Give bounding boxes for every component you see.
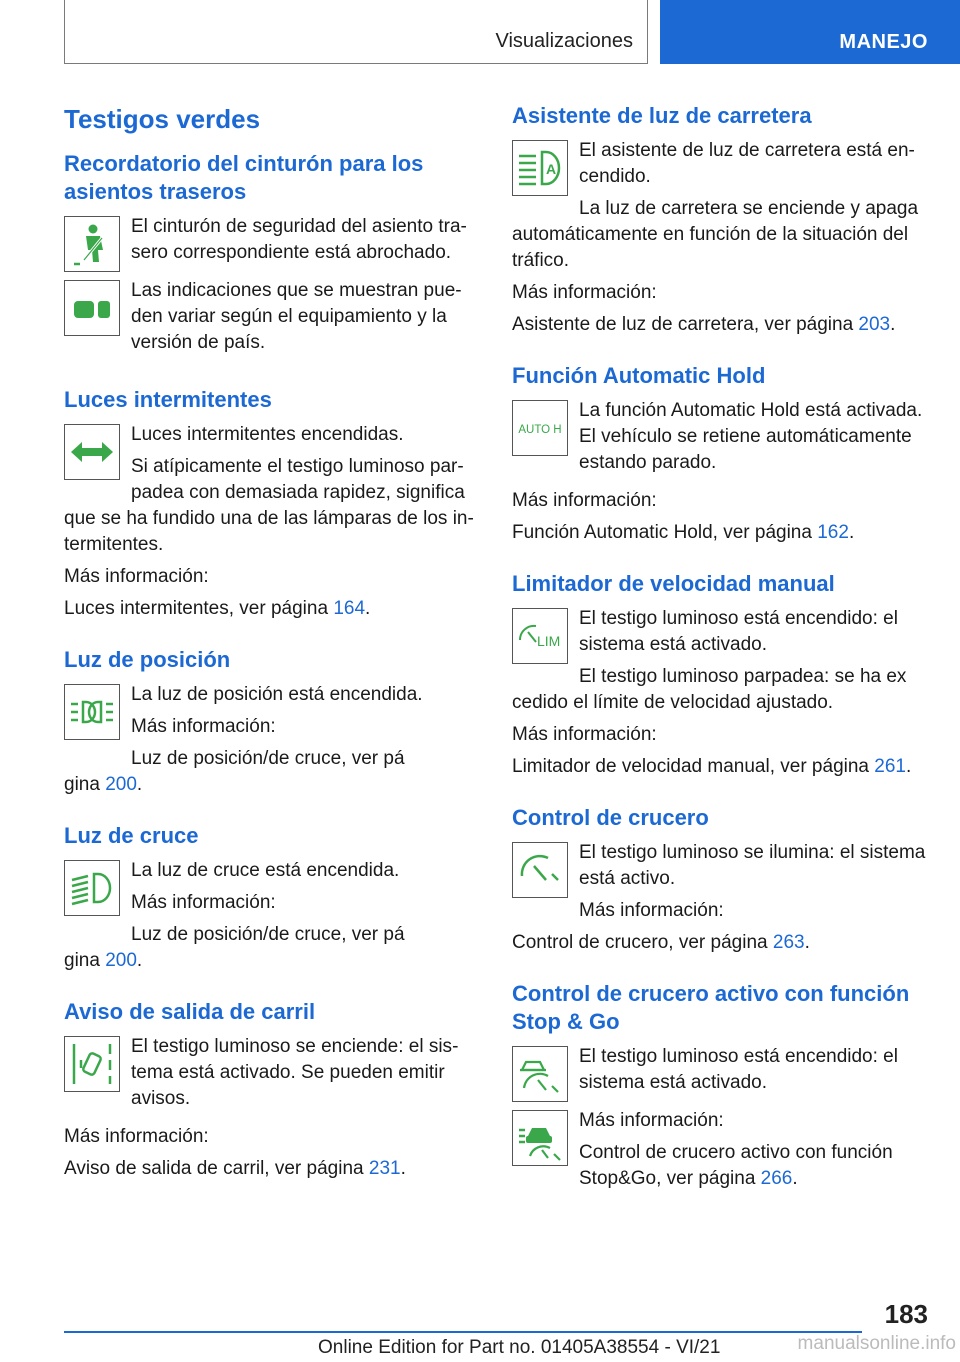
section-cruise-control bbox=[512, 804, 930, 956]
indicator-row bbox=[512, 606, 930, 690]
paragraph: El testigo luminoso se ilumina: el sistema está activo. bbox=[579, 842, 926, 889]
paragraph: El testigo luminoso está encendido: el sistema está activado. bbox=[579, 1046, 898, 1093]
paragraph: El testigo luminoso está encendido: el sistema está activado. bbox=[579, 608, 898, 655]
section-heading: Limitador de velocidad manual bbox=[512, 571, 835, 596]
more-info-label: Más información: bbox=[64, 1126, 209, 1147]
section-heading: Luz de cruce bbox=[64, 823, 199, 848]
page-reference: Aviso de salida de carril, ver página 231. bbox=[64, 1158, 406, 1179]
footer-divider bbox=[64, 1331, 862, 1333]
turn-signal-arrows-icon bbox=[64, 424, 120, 480]
seatbelt-icon bbox=[64, 216, 120, 272]
paragraph: La función Automatic Hold está activada. El vehículo se retiene automáticamente estando parado. bbox=[579, 400, 923, 473]
lane-departure-icon bbox=[64, 1036, 120, 1092]
page-reference: Control de crucero, ver página 263. bbox=[512, 932, 810, 953]
indicator-row bbox=[64, 858, 480, 948]
more-info-label: Más información: bbox=[579, 1110, 724, 1131]
paragraph: Las indicaciones que se muestran pueden variar según el equipamiento y la versión de país. bbox=[131, 280, 462, 353]
page-link[interactable]: 162 bbox=[817, 522, 849, 543]
header-section-title: Visualizaciones bbox=[495, 30, 633, 52]
section-heading: Luces intermitentes bbox=[64, 387, 272, 412]
left-column bbox=[64, 102, 480, 1206]
page-reference: Luces intermitentes, ver página 164. bbox=[64, 598, 371, 619]
more-info-label: Más información: bbox=[64, 566, 209, 587]
section-heading: Recordatorio del cinturón para los asientos traseros bbox=[64, 151, 424, 204]
right-column bbox=[512, 102, 930, 1222]
indicator-row bbox=[512, 398, 930, 482]
section-automatic-hold bbox=[512, 362, 930, 546]
paragraph: El asistente de luz de carretera está encendido. bbox=[579, 140, 915, 187]
watermark: manualsonline.info bbox=[797, 1333, 956, 1354]
section-heading: Luz de posición bbox=[64, 647, 231, 672]
seat-occupancy-icon bbox=[64, 280, 120, 336]
page-reference: gina 200. bbox=[64, 950, 143, 971]
indicator-row bbox=[512, 138, 930, 222]
indicator-row bbox=[64, 214, 480, 272]
page-link[interactable]: 164 bbox=[333, 598, 366, 619]
low-beam-icon bbox=[64, 860, 120, 916]
page-link[interactable]: 263 bbox=[772, 932, 805, 953]
paragraph: cedido el límite de velocidad ajustado. bbox=[512, 692, 834, 713]
more-info-label: Más información: bbox=[512, 490, 657, 511]
indicator-row bbox=[64, 422, 480, 506]
indicator-row bbox=[512, 1108, 930, 1198]
page-reference: Asistente de luz de carretera, ver página 203. bbox=[512, 314, 896, 335]
speed-limiter-icon bbox=[512, 608, 568, 664]
paragraph: La luz de carretera se enciende y apaga bbox=[579, 198, 919, 219]
more-info-label: Más información: bbox=[579, 900, 724, 921]
page-link[interactable]: 203 bbox=[858, 314, 891, 335]
indicator-row bbox=[64, 278, 480, 362]
paragraph: El testigo luminoso parpadea: se ha ex bbox=[579, 666, 907, 687]
page-number: 183 bbox=[884, 1299, 928, 1329]
paragraph: Luces intermitentes encendidas. bbox=[131, 424, 404, 445]
indicator-row bbox=[512, 1044, 930, 1102]
high-beam-assistant-icon bbox=[512, 140, 568, 196]
indicator-row bbox=[64, 1034, 480, 1118]
page-link[interactable]: 200 bbox=[105, 950, 137, 971]
section-heading: Función Automatic Hold bbox=[512, 363, 766, 388]
active-cruise-control-icon bbox=[512, 1046, 568, 1102]
page-reference: Control de crucero activo con función Stop&Go, ver página 266. bbox=[579, 1142, 893, 1189]
more-info-label: Más información: bbox=[512, 724, 657, 745]
paragraph: La luz de posición está encendida. bbox=[131, 684, 423, 705]
footer-edition: Online Edition for Part no. 01405A38554 - VI/21 bbox=[318, 1337, 721, 1358]
active-cruise-control-vehicle-detected-icon bbox=[512, 1110, 568, 1166]
paragraph: Si atípicamente el testigo luminoso parpadea con demasiada rapidez, significa bbox=[131, 456, 465, 503]
indicator-row bbox=[64, 682, 480, 772]
section-parking-light bbox=[64, 646, 480, 798]
header-chapter-tab bbox=[660, 0, 960, 64]
section-high-beam-assistant bbox=[512, 102, 930, 338]
header-chapter-label: MANEJO bbox=[839, 31, 928, 53]
section-low-beam bbox=[64, 822, 480, 974]
page-reference: gina 200. bbox=[64, 774, 143, 795]
section-seatbelt bbox=[64, 150, 480, 362]
auto-hold-icon-text: AUTO H bbox=[518, 424, 562, 436]
page-link[interactable]: 231 bbox=[368, 1158, 401, 1179]
section-turn-signals bbox=[64, 386, 480, 622]
paragraph: que se ha fundido una de las lámparas de los intermitentes. bbox=[64, 508, 474, 555]
more-info-label: Más información: bbox=[131, 892, 276, 913]
section-heading: Control de crucero bbox=[512, 805, 709, 830]
paragraph: Luz de posición/de cruce, ver pá bbox=[131, 924, 405, 945]
speed-limiter-icon-text: LIM bbox=[537, 633, 561, 649]
section-heading: Aviso de salida de carril bbox=[64, 999, 316, 1024]
page-reference: Limitador de velocidad manual, ver página 261. bbox=[512, 756, 912, 777]
page-link[interactable]: 200 bbox=[105, 774, 137, 795]
auto-hold-icon bbox=[512, 400, 568, 456]
cruise-control-icon bbox=[512, 842, 568, 898]
page-link[interactable]: 266 bbox=[760, 1168, 793, 1189]
section-heading: Control de crucero activo con función Stop & Go bbox=[512, 981, 910, 1034]
page-title: Testigos verdes bbox=[64, 104, 261, 134]
svg-text:A: A bbox=[546, 161, 557, 177]
paragraph: La luz de cruce está encendida. bbox=[131, 860, 400, 881]
section-active-cruise-control bbox=[512, 980, 930, 1198]
paragraph: El cinturón de seguridad del asiento trasero correspondiente está abrochado. bbox=[131, 216, 467, 263]
more-info-label: Más información: bbox=[512, 282, 657, 303]
paragraph: automáticamente en función de la situación del tráfico. bbox=[512, 224, 909, 271]
more-info-label: Más información: bbox=[131, 716, 276, 737]
header-section-box bbox=[64, 0, 648, 64]
paragraph: El testigo luminoso se enciende: el sistema está activado. Se pueden emitir avisos. bbox=[131, 1036, 459, 1109]
parking-light-icon bbox=[64, 684, 120, 740]
section-heading: Asistente de luz de carretera bbox=[512, 103, 812, 128]
section-lane-departure bbox=[64, 998, 480, 1182]
page-reference: Función Automatic Hold, ver página 162. bbox=[512, 522, 855, 543]
page-link[interactable]: 261 bbox=[874, 756, 906, 777]
indicator-row bbox=[512, 840, 930, 924]
paragraph: Luz de posición/de cruce, ver pá bbox=[131, 748, 405, 769]
section-speed-limiter bbox=[512, 570, 930, 780]
